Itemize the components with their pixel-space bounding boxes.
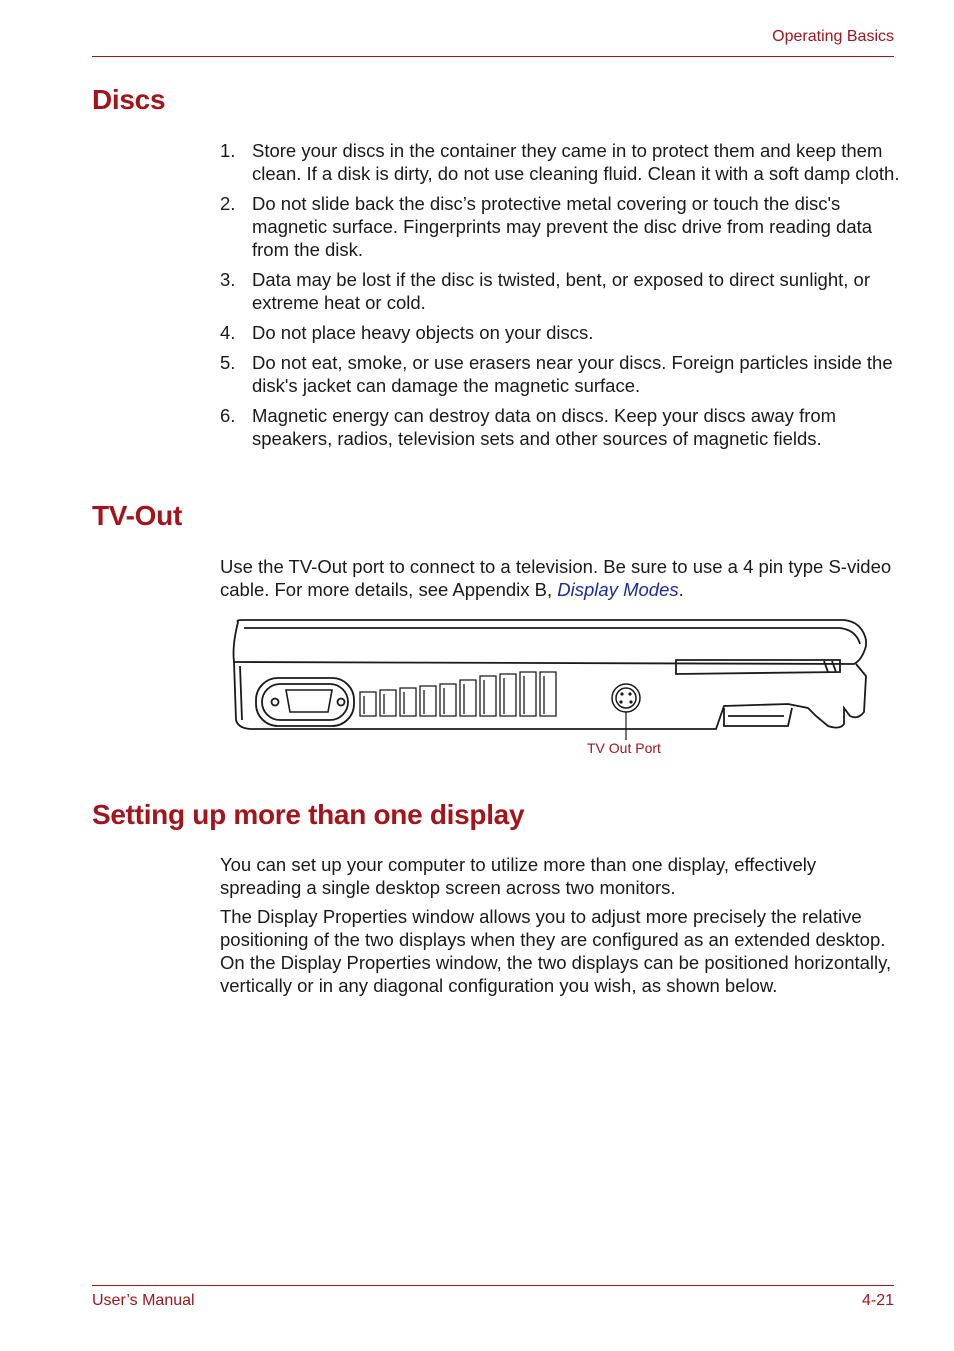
multi-display-heading: Setting up more than one display	[92, 799, 525, 830]
list-item	[220, 192, 900, 261]
running-header: Operating Basics	[772, 28, 894, 45]
list-item-text: Data may be lost if the disc is twisted, bent, or exposed to direct sunlight, or extreme heat or cold.	[252, 269, 870, 313]
laptop-side-illustration	[228, 616, 872, 740]
tvout-text-after: .	[678, 579, 684, 600]
tv-out-port-caption: TV Out Port	[587, 740, 661, 756]
display-modes-link[interactable]: Display Modes	[557, 579, 679, 600]
tvout-paragraph	[220, 555, 900, 601]
discs-list	[220, 139, 900, 457]
tvout-text-before: Use the TV-Out port to connect to a television. Be sure to use a 4 pin type S-video cable. For more details, see Appendix B,	[220, 556, 892, 600]
list-item	[220, 404, 900, 450]
list-item-number: 2.	[220, 193, 236, 214]
list-item	[220, 268, 900, 314]
multi-display-paragraph-2: The Display Properties window allows you to adjust more precisely the relative positioning of the two displays when they are configured as an extended desktop. On the Display Properties window, the two displays can be positioned horizontally, vertically or in any diagonal configuration you wish, as shown below.	[220, 906, 892, 996]
multi-display-paragraph-1: You can set up your computer to utilize more than one display, effectively spreading a single desktop screen across two monitors.	[220, 854, 817, 898]
footer-rule	[92, 1285, 894, 1286]
list-item-number: 3.	[220, 269, 236, 290]
list-item-text: Do not slide back the disc’s protective metal covering or touch the disc's magnetic surface. Fingerprints may prevent the disc drive from reading data from the disk.	[252, 193, 873, 260]
list-item	[220, 139, 900, 185]
list-item-number: 1.	[220, 140, 236, 161]
list-item-text: Do not eat, smoke, or use erasers near your discs. Foreign particles inside the disk's jacket can damage the magnetic surface.	[252, 352, 893, 396]
tvout-heading: TV-Out	[92, 500, 182, 531]
page-number: 4-21	[861, 1292, 894, 1309]
list-item-text: Store your discs in the container they came in to protect them and keep them clean. If a disk is dirty, do not use cleaning fluid. Clean it with a soft damp cloth.	[252, 140, 900, 184]
list-item-text: Magnetic energy can destroy data on discs. Keep your discs away from speakers, radios, television sets and other sources of magnetic fields.	[252, 405, 837, 449]
header-rule	[92, 56, 894, 57]
list-item-number: 5.	[220, 352, 236, 373]
footer-manual-title: User’s Manual	[92, 1292, 195, 1309]
list-item-number: 4.	[220, 322, 236, 343]
list-item	[220, 321, 900, 344]
list-item-number: 6.	[220, 405, 236, 426]
discs-heading: Discs	[92, 84, 166, 115]
list-item	[220, 351, 900, 397]
list-item-text: Do not place heavy objects on your discs.	[252, 322, 594, 343]
